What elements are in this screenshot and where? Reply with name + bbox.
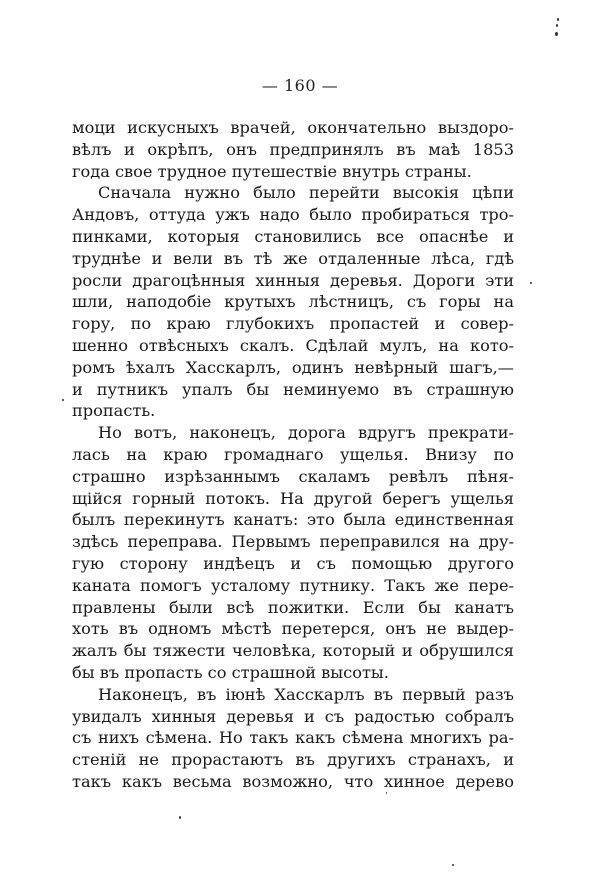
text-line: жалъ бы тяжести человѣка, который и обрушился bbox=[72, 641, 514, 661]
text-line: стеній не прорастаютъ въ другихъ странахъ, и bbox=[72, 750, 514, 770]
text-line: былъ перекинутъ канатъ: это была единственная bbox=[72, 510, 514, 530]
text-line: хоть въ одномъ мѣстѣ перетерся, онъ не выдер- bbox=[72, 619, 514, 639]
text-line: пропасть. bbox=[72, 401, 156, 421]
text-line: лась на краю громаднаго ущелья. Внизу по bbox=[72, 444, 514, 464]
text-line: росли драгоцѣнныя хинныя деревья. Дороги эти bbox=[72, 270, 514, 290]
text-line: и путникъ упалъ бы неминуемо въ страшную bbox=[72, 379, 514, 399]
scan-speck bbox=[557, 18, 559, 21]
text-line: Сначала нужно было перейти высокія цѣпи bbox=[98, 183, 514, 203]
scan-speck bbox=[556, 24, 558, 27]
text-line: пинками, которыя становились все опаснѣе и bbox=[72, 226, 514, 246]
page-number: — 160 — bbox=[261, 76, 339, 95]
text-line: увидалъ хинныя деревья и съ радостью собралъ bbox=[72, 706, 514, 726]
scan-speck bbox=[386, 792, 387, 794]
text-line: такъ какъ весьма возможно, что хинное дерево bbox=[72, 771, 514, 791]
text-line: бы въ пропасть со страшной высоты. bbox=[72, 662, 389, 682]
text-line: каната помогъ усталому путнику. Такъ же пере- bbox=[72, 575, 514, 595]
text-line: правлены были всѣ пожитки. Если бы канатъ bbox=[72, 597, 514, 617]
scan-speck bbox=[62, 399, 64, 401]
text-line: труднѣе и вели въ тѣ же отдаленные лѣса, гдѣ bbox=[72, 248, 514, 268]
body-text bbox=[72, 117, 514, 793]
text-line: Наконецъ, въ іюнѣ Хасскарлъ въ первый разъ bbox=[98, 684, 514, 704]
text-line: шенно отвѣсныхъ скалъ. Сдѣлай мулъ, на кото- bbox=[72, 335, 514, 355]
text-line: щійся горный потокъ. На другой берегъ ущелья bbox=[72, 488, 514, 508]
text-line: Но вотъ, наконецъ, дорога вдругъ прекрати- bbox=[98, 423, 514, 443]
text-line: шли, наподобіе крутыхъ лѣстницъ, съ горы на bbox=[72, 292, 514, 312]
text-line: вѣлъ и окрѣпъ, онъ предпринялъ въ маѣ 1853 bbox=[72, 139, 514, 159]
text-line: съ нихъ сѣмена. Но такъ какъ сѣмена многихъ ра- bbox=[72, 728, 514, 748]
text-line: гую сторону индѣецъ и съ помощью другого bbox=[72, 553, 514, 573]
scan-speck bbox=[555, 32, 558, 36]
text-line: страшно изрѣзаннымъ скаламъ ревѣлъ пѣня- bbox=[72, 466, 514, 486]
text-line: ромъ ѣхалъ Хасскарлъ, одинъ невѣрный шагъ,— bbox=[72, 357, 514, 377]
text-line: гору, по краю глубокихъ пропастей и совер- bbox=[72, 314, 514, 334]
scan-speck bbox=[179, 816, 181, 819]
scan-speck bbox=[452, 864, 454, 866]
text-line: моци искусныхъ врачей, окончательно выздоро- bbox=[72, 118, 514, 137]
text-line: Андовъ, оттуда ужъ надо было пробираться тро- bbox=[72, 205, 514, 225]
text-line: здѣсь переправа. Первымъ переправился на дру- bbox=[72, 532, 514, 552]
text-line: года свое трудное путешествіе внутрь страны. bbox=[72, 161, 472, 181]
scan-speck bbox=[530, 282, 532, 284]
